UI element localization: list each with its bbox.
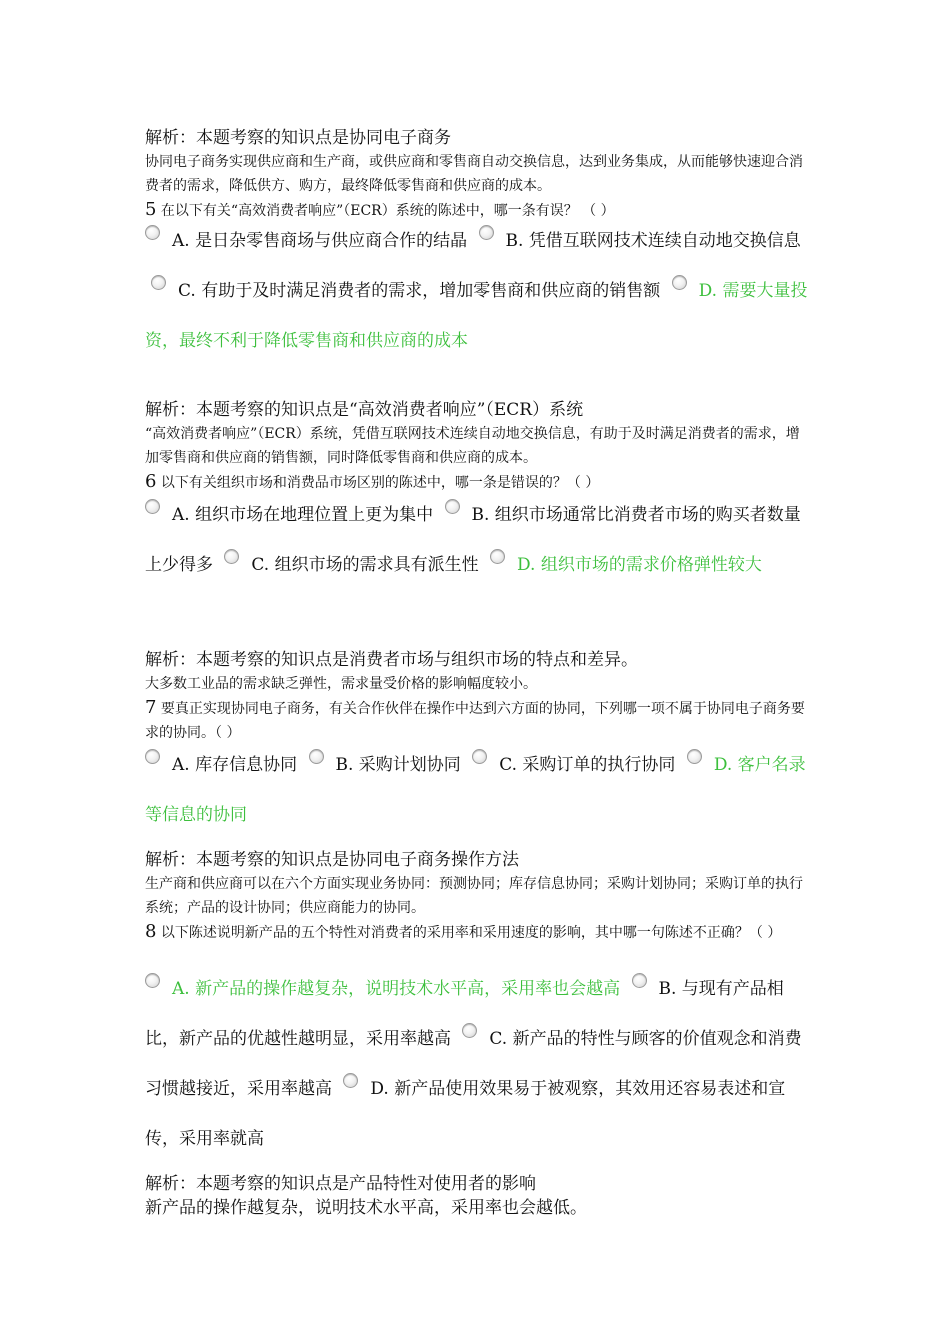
analysis-block: [145, 1172, 810, 1220]
analysis-body: 新产品的操作越复杂，说明技术水平高，采用率也会越低。: [145, 1198, 587, 1218]
radio-option-b[interactable]: [309, 749, 324, 764]
option-b-label: B. 采购计划协同: [335, 755, 461, 775]
option-a-label: A. 是日杂零售商场与供应商合作的结晶: [172, 231, 468, 251]
option-c-label: C. 组织市场的需求具有派生性: [251, 555, 479, 575]
radio-option-d[interactable]: [490, 549, 505, 564]
radio-option-a[interactable]: [145, 499, 160, 514]
question-text: 以下陈述说明新产品的五个特性对消费者的采用率和采用速度的影响，其中哪一句陈述不正确？（ ）: [160, 925, 782, 941]
options-question-5: [145, 216, 810, 366]
radio-option-d[interactable]: [687, 749, 702, 764]
option-a-label: A. 库存信息协同: [172, 755, 298, 775]
options-question-8: [145, 964, 810, 1164]
option-d-label: D. 需要大量投资，最终不利于降低零售商和供应商的成本: [145, 281, 808, 351]
question-number: 6: [145, 471, 157, 492]
analysis-body: 大多数工业品的需求缺乏弹性，需求量受价格的影响幅度较小。: [145, 676, 537, 692]
analysis-title: 解析：本题考察的知识点是协同电子商务操作方法: [145, 850, 519, 870]
analysis-body: “高效消费者响应”（ECR）系统，凭借互联网技术连续自动地交换信息，有助于及时满足消费者的需求，增加零售商和供应商的销售额，同时降低零售商和供应商的成本。: [145, 426, 800, 466]
question-7: [145, 696, 810, 745]
radio-option-b[interactable]: [479, 225, 494, 240]
option-d-label: D. 组织市场的需求价格弹性较大: [517, 555, 762, 575]
options-question-6: [145, 490, 810, 590]
radio-option-d[interactable]: [343, 1073, 358, 1088]
options-question-7: [145, 740, 810, 840]
analysis-title: 解析：本题考察的知识点是消费者市场与组织市场的特点和差异。: [145, 650, 638, 670]
question-text: 要真正实现协同电子商务，有关合作伙伴在操作中达到六方面的协同，下列哪一项不属于协同电子商务要求的协同。（ ）: [145, 701, 805, 741]
analysis-body: 协同电子商务实现供应商和生产商，或供应商和零售商自动交换信息，达到业务集成，从而能够快速迎合消费者的需求，降低供方、购方，最终降低零售商和供应商的成本。: [145, 154, 803, 194]
option-b-label: B. 凭借互联网技术连续自动地交换信息: [505, 231, 801, 251]
option-b-label: B. 与现有产品相比，新产品的优越性越明显，采用率越高: [145, 979, 784, 1049]
analysis-body: 生产商和供应商可以在六个方面实现业务协同：预测协同；库存信息协同；采购计划协同；采购订单的执行系统；产品的设计协同；供应商能力的协同。: [145, 876, 803, 916]
option-c-label: C. 新产品的特性与顾客的价值观念和消费习惯越接近，采用率越高: [145, 1029, 802, 1099]
question-8: [145, 920, 810, 945]
question-number: 5: [145, 199, 157, 220]
radio-option-a[interactable]: [145, 225, 160, 240]
radio-option-c[interactable]: [151, 275, 166, 290]
analysis-title: 解析：本题考察的知识点是产品特性对使用者的影响: [145, 1174, 536, 1194]
radio-option-c[interactable]: [462, 1023, 477, 1038]
analysis-block: [145, 848, 810, 945]
option-c-label: C. 有助于及时满足消费者的需求，增加零售商和供应商的销售额: [178, 281, 661, 301]
question-text: 以下有关组织市场和消费品市场区别的陈述中，哪一条是错误的？（ ）: [160, 475, 600, 491]
option-d-label: D. 新产品使用效果易于被观察，其效用还容易表述和宣传，采用率就高: [145, 1079, 786, 1149]
analysis-title: 解析：本题考察的知识点是协同电子商务: [145, 128, 451, 148]
analysis-block: [145, 398, 810, 495]
analysis-block: [145, 126, 810, 223]
radio-option-c[interactable]: [224, 549, 239, 564]
radio-option-a[interactable]: [145, 973, 160, 988]
analysis-block: [145, 648, 810, 745]
question-text: 在以下有关“高效消费者响应”（ECR）系统的陈述中，哪一条有误？ （ ）: [160, 203, 615, 219]
option-d-label: D. 客户名录等信息的协同: [145, 755, 806, 825]
radio-option-a[interactable]: [145, 749, 160, 764]
option-a-label: A. 新产品的操作越复杂，说明技术水平高，采用率也会越高: [172, 979, 621, 999]
option-b-label: B. 组织市场通常比消费者市场的购买者数量上少得多: [145, 505, 801, 575]
question-number: 8: [145, 921, 157, 942]
option-a-label: A. 组织市场在地理位置上更为集中: [172, 505, 434, 525]
radio-option-d[interactable]: [672, 275, 687, 290]
radio-option-b[interactable]: [445, 499, 460, 514]
analysis-title: 解析：本题考察的知识点是“高效消费者响应”（ECR）系统: [145, 400, 584, 420]
radio-option-c[interactable]: [472, 749, 487, 764]
option-c-label: C. 采购订单的执行协同: [499, 755, 676, 775]
radio-option-b[interactable]: [632, 973, 647, 988]
question-number: 7: [145, 697, 157, 718]
